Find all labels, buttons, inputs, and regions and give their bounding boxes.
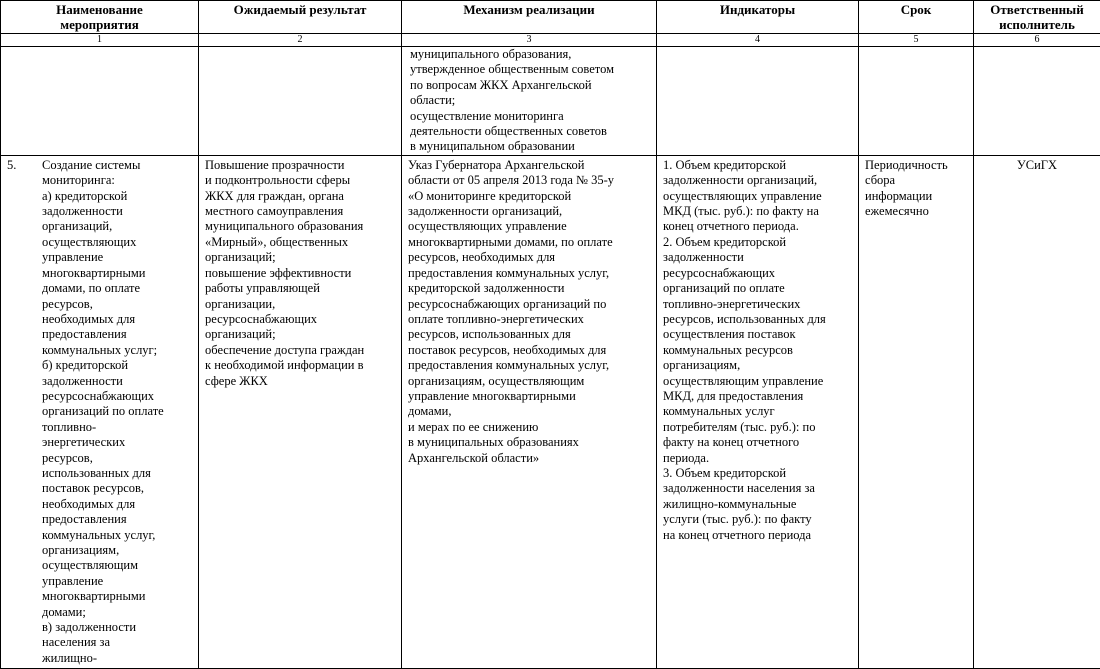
text-line: области; (410, 93, 650, 108)
text-line: ресурсоснабжающих (205, 312, 395, 327)
cell-result (199, 47, 402, 156)
text-line: поставок ресурсов, (42, 481, 164, 496)
text-line: поставок ресурсов, необходимых для (408, 343, 650, 358)
text-line: организаций по оплате (42, 404, 164, 419)
text-line: к необходимой информации в (205, 358, 395, 373)
cell-term (859, 47, 974, 156)
text-line: необходимых для (42, 312, 164, 327)
header-term: Срок (859, 1, 974, 34)
text-line: работы управляющей (205, 281, 395, 296)
text-line: управление многоквартирными (408, 389, 650, 404)
text-line: организациям, осуществляющим (408, 374, 650, 389)
column-numbers-row (1, 34, 1100, 47)
text-line: осуществляющих управление (663, 189, 852, 204)
text-line: «О мониторинге кредиторской (408, 189, 650, 204)
text-line: задолженности (42, 204, 164, 219)
text-line: потребителям (тыс. руб.): по (663, 420, 852, 435)
text-line: ресурсов, использованных для (663, 312, 852, 327)
text-line: кредиторской задолженности (408, 281, 650, 296)
cell-result (199, 155, 402, 668)
text-line: деятельности общественных советов (410, 124, 650, 139)
text-line: оплате топливно-энергетических (408, 312, 650, 327)
header-result: Ожидаемый результат (199, 1, 402, 34)
text-line: на конец отчетного периода (663, 528, 852, 543)
text-line: Создание системы (42, 158, 164, 173)
text-line: жилищно- (42, 651, 164, 666)
text-line: осуществляющим управление (663, 374, 852, 389)
text-line: топливно-энергетических (663, 297, 852, 312)
text-line: необходимых для (42, 497, 164, 512)
text-line: конец отчетного периода. (663, 219, 852, 234)
text-line: коммунальных услуг; (42, 343, 164, 358)
text-line: Периодичность (865, 158, 967, 173)
column-number: 1 (1, 34, 199, 47)
text-line: осуществление мониторинга (410, 109, 650, 124)
text-line: предоставления (42, 327, 164, 342)
table-row (1, 155, 1100, 668)
cell-responsible: УСиГХ (974, 155, 1100, 668)
text-line: осуществляющим (42, 558, 164, 573)
text-line: управление (42, 250, 164, 265)
text-line: и мерах по ее снижению (408, 420, 650, 435)
text-line: многоквартирными (42, 589, 164, 604)
text-line: ЖКХ для граждан, органа (205, 189, 395, 204)
column-number: 2 (199, 34, 402, 47)
column-number: 5 (859, 34, 974, 47)
header-name: Наименование мероприятия (1, 1, 199, 34)
text-line: домами, (408, 404, 650, 419)
text-line: населения за (42, 635, 164, 650)
text-line: мониторинга: (42, 173, 164, 188)
column-number: 4 (657, 34, 859, 47)
text-line: по вопросам ЖКХ Архангельской (410, 78, 650, 93)
text-line: утвержденное общественным советом (410, 62, 650, 77)
text-line: и подконтрольности сферы (205, 173, 395, 188)
text-line: ресурсов, использованных для (408, 327, 650, 342)
text-line: организациям, (42, 543, 164, 558)
cell-name (1, 155, 199, 668)
text-line: энергетических (42, 435, 164, 450)
text-line: Указ Губернатора Архангельской (408, 158, 650, 173)
text-line: ресурсоснабжающих (663, 266, 852, 281)
text-line: МКД, для предоставления (663, 389, 852, 404)
text-line: задолженности (663, 250, 852, 265)
text-line: домами; (42, 605, 164, 620)
text-line: жилищно-коммунальные (663, 497, 852, 512)
text-line: коммунальных ресурсов (663, 343, 852, 358)
text-line: муниципального образования (205, 219, 395, 234)
text-line: организаций; (205, 250, 395, 265)
cell-indicators (657, 47, 859, 156)
cell-term (859, 155, 974, 668)
text-line: факту на конец отчетного (663, 435, 852, 450)
text-line: организаций, (42, 219, 164, 234)
text-line: ресурсов, (42, 297, 164, 312)
text-line: ресурсов, необходимых для (408, 250, 650, 265)
text-line: осуществляющих (42, 235, 164, 250)
text-line: задолженности (42, 374, 164, 389)
text-line: многоквартирными (42, 266, 164, 281)
text-line: информации (865, 189, 967, 204)
text-line: коммунальных услуг (663, 404, 852, 419)
text-line: многоквартирными домами, по оплате (408, 235, 650, 250)
header-mechanism: Механизм реализации (402, 1, 657, 34)
header-indicators: Индикаторы (657, 1, 859, 34)
text-line: осуществляющих управление (408, 219, 650, 234)
text-line: периода. (663, 451, 852, 466)
text-line: организациям, (663, 358, 852, 373)
text-line: 2. Объем кредиторской (663, 235, 852, 250)
text-line: повышение эффективности (205, 266, 395, 281)
text-line: «Мирный», общественных (205, 235, 395, 250)
text-line: ежемесячно (865, 204, 967, 219)
text-line: 1. Объем кредиторской (663, 158, 852, 173)
header-row (1, 1, 1100, 34)
text-line: обеспечение доступа граждан (205, 343, 395, 358)
text-line: сбора (865, 173, 967, 188)
text-line: управление (42, 574, 164, 589)
measure-name (42, 158, 164, 666)
text-line: предоставления коммунальных услуг, (408, 266, 650, 281)
text-line: организаций по оплате (663, 281, 852, 296)
text-line: использованных для (42, 466, 164, 481)
text-line: муниципального образования, (410, 47, 650, 62)
text-line: организаций; (205, 327, 395, 342)
continuation-row (1, 47, 1100, 156)
text-line: ресурсоснабжающих организаций по (408, 297, 650, 312)
text-line: в муниципальном образовании (410, 139, 650, 154)
text-line: задолженности организаций, (408, 204, 650, 219)
cell-mechanism (402, 47, 657, 156)
column-number: 6 (974, 34, 1100, 47)
text-line: а) кредиторской (42, 189, 164, 204)
text-line: 3. Объем кредиторской (663, 466, 852, 481)
text-line: ресурсоснабжающих (42, 389, 164, 404)
text-line: предоставления (42, 512, 164, 527)
text-line: ресурсов, (42, 451, 164, 466)
text-line: осуществления поставок (663, 327, 852, 342)
text-line: задолженности организаций, (663, 173, 852, 188)
cell-mechanism (402, 155, 657, 668)
text-line: домами, по оплате (42, 281, 164, 296)
text-line: в) задолженности (42, 620, 164, 635)
text-line: услуги (тыс. руб.): по факту (663, 512, 852, 527)
text-line: задолженности населения за (663, 481, 852, 496)
text-line: области от 05 апреля 2013 года № 35-у (408, 173, 650, 188)
text-line: местного самоуправления (205, 204, 395, 219)
text-line: б) кредиторской (42, 358, 164, 373)
cell-responsible (974, 47, 1100, 156)
text-line: в муниципальных образованиях (408, 435, 650, 450)
column-number: 3 (402, 34, 657, 47)
header-responsible: Ответственный исполнитель (974, 1, 1100, 34)
text-line: Повышение прозрачности (205, 158, 395, 173)
text-line: топливно- (42, 420, 164, 435)
text-line: предоставления коммунальных услуг, (408, 358, 650, 373)
cell-indicators (657, 155, 859, 668)
text-line: Архангельской области» (408, 451, 650, 466)
text-line: сфере ЖКХ (205, 374, 395, 389)
row-number: 5. (7, 158, 42, 666)
text-line: организации, (205, 297, 395, 312)
text-line: МКД (тыс. руб.): по факту на (663, 204, 852, 219)
text-line: коммунальных услуг, (42, 528, 164, 543)
cell-name (1, 47, 199, 156)
